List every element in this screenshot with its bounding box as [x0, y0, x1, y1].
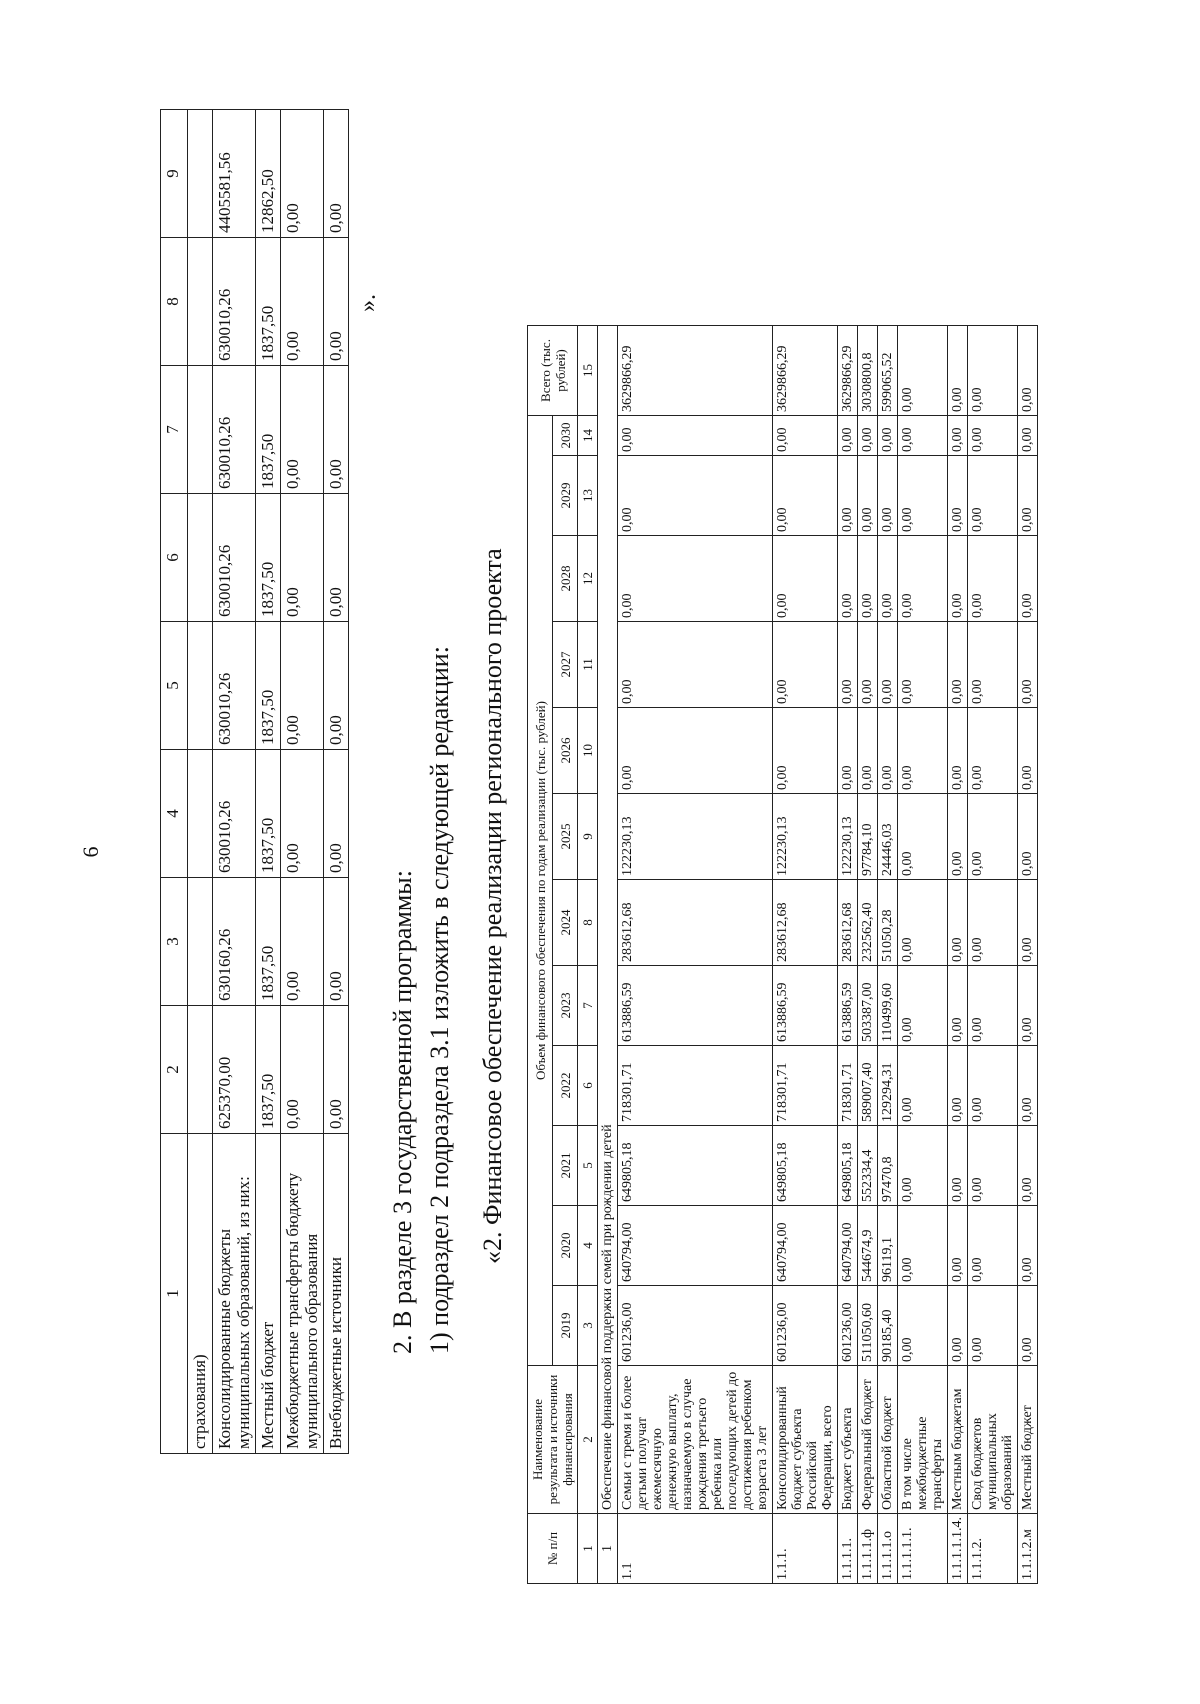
table-cell: 24446,03: [878, 794, 898, 880]
table-header-row: [161, 110, 188, 1454]
table-cell: 0,00: [281, 1006, 324, 1134]
table-cell: 625370,00: [213, 1006, 256, 1134]
table-cell: 0,00: [838, 622, 858, 708]
table-cell: 0,00: [773, 622, 838, 708]
table-cell: 3030800,8: [858, 326, 878, 416]
table-cell: 122230,13: [773, 794, 838, 880]
table-row: [1018, 326, 1038, 1584]
row-label: Внебюджетные источники: [324, 1134, 349, 1454]
row-label: Консолидированные бюджеты муниципальных образований, из них:: [213, 1134, 256, 1454]
table-cell: 1837,50: [256, 622, 281, 750]
year-header: 2020: [553, 1206, 578, 1286]
year-header: 2023: [553, 966, 578, 1046]
row-name: В том числе межбюджетные трансферты: [898, 1366, 948, 1514]
table-cell: 0,00: [773, 536, 838, 622]
row-number: 1.1.1.2.: [968, 1514, 1018, 1584]
row-number: 1.1.1.1.1.4.: [948, 1514, 968, 1584]
table-cell: 0,00: [1018, 456, 1038, 536]
table-cell: 0,00: [618, 536, 773, 622]
table-cell: 3629866,29: [773, 326, 838, 416]
table-cell: 0,00: [281, 110, 324, 238]
table-cell: 3629866,29: [618, 326, 773, 416]
column-index: 5: [578, 1126, 598, 1206]
table-cell: 718301,71: [618, 1046, 773, 1126]
table-cell: 0,00: [898, 1126, 948, 1206]
table-cell: 613886,59: [773, 966, 838, 1046]
table-cell: 0,00: [281, 494, 324, 622]
financing-table: [527, 325, 1038, 1584]
table-cell: 0,00: [898, 1286, 948, 1366]
table-cell: 503387,00: [858, 966, 878, 1046]
table-cell: 0,00: [898, 966, 948, 1046]
column-index: 10: [578, 708, 598, 794]
table-cell: 0,00: [968, 536, 1018, 622]
column-index-row: [578, 326, 598, 1584]
table-cell: 1837,50: [256, 366, 281, 494]
column-header: 6: [161, 494, 188, 622]
table-cell: 0,00: [968, 326, 1018, 416]
row-name: Семьи с тремя и более детьми получат ежемесячную денежную выплату, назначаемую в случае рождения третьего ребенка или последующих детей до достижения ребенком возраста 3 лет: [618, 1366, 773, 1514]
table-row: [898, 326, 948, 1584]
table-cell: 630010,26: [213, 494, 256, 622]
table-cell: 283612,68: [773, 880, 838, 966]
section-num: 1: [598, 1514, 618, 1584]
table-cell: 0,00: [968, 880, 1018, 966]
table-cell: 511050,60: [858, 1286, 878, 1366]
table-row: [878, 326, 898, 1584]
table-cell: 630010,26: [213, 750, 256, 878]
table-cell: 0,00: [948, 536, 968, 622]
table-cell: 232562,40: [858, 880, 878, 966]
section-row: [598, 326, 618, 1584]
year-header: 2025: [553, 794, 578, 880]
table-cell: 0,00: [968, 1046, 1018, 1126]
table-cell: 0,00: [618, 456, 773, 536]
table-cell: 0,00: [324, 494, 349, 622]
table-cell: 0,00: [948, 966, 968, 1046]
table-cell: 0,00: [281, 750, 324, 878]
section-title: Обеспечение финансовой поддержки семей при рождении детей: [598, 326, 618, 1514]
table-cell: 0,00: [878, 416, 898, 456]
column-index: 2: [578, 1366, 598, 1514]
table-cell: 0,00: [838, 416, 858, 456]
table-cell: 718301,71: [838, 1046, 858, 1126]
table-cell: 110499,60: [878, 966, 898, 1046]
table-cell: 0,00: [898, 536, 948, 622]
year-header: 2027: [553, 622, 578, 708]
column-index: 11: [578, 622, 598, 708]
table-cell: 0,00: [324, 1006, 349, 1134]
table-cell: 0,00: [968, 966, 1018, 1046]
row-number: 1.1: [618, 1514, 773, 1584]
table-cell: 0,00: [858, 456, 878, 536]
table-row: [618, 326, 773, 1584]
table-row: [256, 110, 281, 1454]
section-heading: «2. Финансовое обеспечение реализации регионального проекта: [478, 548, 507, 1264]
table-cell: 640794,00: [618, 1206, 773, 1286]
table-row: [188, 110, 213, 1454]
table-cell: 0,00: [1018, 880, 1038, 966]
column-header: 5: [161, 622, 188, 750]
table-cell: 1837,50: [256, 878, 281, 1006]
row-label: Местный бюджет: [256, 1134, 281, 1454]
table-cell: 0,00: [838, 536, 858, 622]
year-header: 2029: [553, 456, 578, 536]
table-cell: 630160,26: [213, 878, 256, 1006]
column-index: 7: [578, 966, 598, 1046]
table-cell: 283612,68: [618, 880, 773, 966]
table-cell: 599065,52: [878, 326, 898, 416]
table-cell: 0,00: [618, 708, 773, 794]
table-cell: 0,00: [773, 416, 838, 456]
row-label: Межбюджетные трансферты бюджету муниципального образования: [281, 1134, 324, 1454]
page-number: 6: [78, 846, 103, 858]
table-cell: 0,00: [1018, 416, 1038, 456]
table-cell: 0,00: [968, 1286, 1018, 1366]
table-cell: 0,00: [948, 880, 968, 966]
table-cell: 0,00: [948, 622, 968, 708]
row-name: Свод бюджетов муниципальных образований: [968, 1366, 1018, 1514]
table-cell: 0,00: [281, 238, 324, 366]
column-index: 13: [578, 456, 598, 536]
table-cell: 649805,18: [618, 1126, 773, 1206]
table-cell: 0,00: [838, 708, 858, 794]
table-cell: 0,00: [948, 1046, 968, 1126]
table-cell: 0,00: [1018, 794, 1038, 880]
table-cell: 0,00: [281, 622, 324, 750]
table-row: [948, 326, 968, 1584]
row-number: 1.1.1.: [773, 1514, 838, 1584]
column-index: 8: [578, 880, 598, 966]
column-header: 1: [161, 1134, 188, 1454]
table-cell: 0,00: [1018, 1206, 1038, 1286]
table-cell: [188, 110, 213, 238]
table-cell: 0,00: [898, 326, 948, 416]
year-header: 2028: [553, 536, 578, 622]
column-index: 1: [578, 1514, 598, 1584]
table-cell: 0,00: [898, 416, 948, 456]
section-line-1: 2. В разделе 3 государственной программы:: [388, 870, 417, 1354]
table-cell: 601236,00: [838, 1286, 858, 1366]
table-cell: 0,00: [324, 878, 349, 1006]
year-header: 2019: [553, 1286, 578, 1366]
row-name: Консолидированный бюджет субъекта Российской Федерации, всего: [773, 1366, 838, 1514]
table-cell: 0,00: [324, 750, 349, 878]
row-number: 1.1.1.2.м: [1018, 1514, 1038, 1584]
table-cell: 0,00: [281, 366, 324, 494]
header-total: Всего (тыс. рублей): [528, 326, 578, 416]
table-cell: 589007,40: [858, 1046, 878, 1126]
column-index: 9: [578, 794, 598, 880]
table-cell: 0,00: [773, 456, 838, 536]
table-cell: 0,00: [948, 794, 968, 880]
row-number: 1.1.1.1.о: [878, 1514, 898, 1584]
header-volume: Объем финансового обеспечения по годам реализации (тыс. рублей): [528, 416, 553, 1366]
table-cell: 0,00: [948, 326, 968, 416]
table-cell: 0,00: [968, 456, 1018, 536]
table-cell: 0,00: [1018, 1286, 1038, 1366]
column-index: 12: [578, 536, 598, 622]
table-cell: 51050,28: [878, 880, 898, 966]
table-cell: 90185,40: [878, 1286, 898, 1366]
column-header: 9: [161, 110, 188, 238]
table-cell: 0,00: [948, 416, 968, 456]
table-row: [968, 326, 1018, 1584]
table-cell: 0,00: [324, 622, 349, 750]
table-cell: 0,00: [968, 1206, 1018, 1286]
table-cell: 4405581,56: [213, 110, 256, 238]
row-name: Областной бюджет: [878, 1366, 898, 1514]
table-cell: 630010,26: [213, 238, 256, 366]
table-cell: 1837,50: [256, 750, 281, 878]
table-cell: 0,00: [324, 110, 349, 238]
table-cell: 0,00: [898, 1046, 948, 1126]
table-cell: 1837,50: [256, 238, 281, 366]
table-cell: 0,00: [324, 366, 349, 494]
table-cell: 0,00: [858, 416, 878, 456]
continuation-table: [160, 109, 349, 1454]
year-header: 2030: [553, 416, 578, 456]
section-line-2: 1) подраздел 2 подраздела 3.1 изложить в следующей редакции:: [425, 646, 454, 1354]
table-cell: [188, 622, 213, 750]
table-cell: 0,00: [898, 794, 948, 880]
table-row: [838, 326, 858, 1584]
table-cell: 649805,18: [838, 1126, 858, 1206]
table-cell: 0,00: [1018, 708, 1038, 794]
row-label: страхования): [188, 1134, 213, 1454]
table-cell: 0,00: [618, 622, 773, 708]
table-cell: 0,00: [878, 708, 898, 794]
row-name: Местным бюджетам: [948, 1366, 968, 1514]
table-cell: 0,00: [968, 622, 1018, 708]
table-cell: [188, 366, 213, 494]
row-number: 1.1.1.1.ф: [858, 1514, 878, 1584]
table-cell: 0,00: [878, 622, 898, 708]
table-cell: 649805,18: [773, 1126, 838, 1206]
table-cell: 0,00: [281, 878, 324, 1006]
table-row: [213, 110, 256, 1454]
table-cell: 0,00: [968, 794, 1018, 880]
table-cell: 122230,13: [618, 794, 773, 880]
column-header: 4: [161, 750, 188, 878]
table-cell: 0,00: [898, 708, 948, 794]
table-cell: 0,00: [948, 1126, 968, 1206]
table-cell: [188, 750, 213, 878]
table-cell: 0,00: [324, 238, 349, 366]
year-header: 2021: [553, 1126, 578, 1206]
column-index: 15: [578, 326, 598, 416]
year-header: 2022: [553, 1046, 578, 1126]
table-cell: 0,00: [968, 1126, 1018, 1206]
table-row: [858, 326, 878, 1584]
table-cell: 129294,31: [878, 1046, 898, 1126]
table-cell: 0,00: [1018, 622, 1038, 708]
table-cell: 0,00: [1018, 966, 1038, 1046]
row-number: 1.1.1.1.1.: [898, 1514, 948, 1584]
column-index: 4: [578, 1206, 598, 1286]
table-cell: 12862,50: [256, 110, 281, 238]
table-cell: 0,00: [948, 1286, 968, 1366]
table-cell: 640794,00: [838, 1206, 858, 1286]
table-cell: 552334,4: [858, 1126, 878, 1206]
row-name: Бюджет субъекта: [838, 1366, 858, 1514]
table-cell: 0,00: [858, 708, 878, 794]
table-cell: 0,00: [1018, 1126, 1038, 1206]
table-cell: 0,00: [1018, 1046, 1038, 1126]
table-cell: 97470,8: [878, 1126, 898, 1206]
table-cell: 640794,00: [773, 1206, 838, 1286]
year-header: 2026: [553, 708, 578, 794]
table-cell: 0,00: [838, 456, 858, 536]
table-cell: 97784,10: [858, 794, 878, 880]
column-header: 8: [161, 238, 188, 366]
table-cell: 0,00: [858, 622, 878, 708]
table-cell: 0,00: [898, 880, 948, 966]
table-cell: 544674,9: [858, 1206, 878, 1286]
table-cell: 0,00: [948, 708, 968, 794]
table-cell: 0,00: [1018, 326, 1038, 416]
table-cell: 1837,50: [256, 494, 281, 622]
column-index: 3: [578, 1286, 598, 1366]
table-cell: 601236,00: [773, 1286, 838, 1366]
table-cell: [188, 238, 213, 366]
table-cell: 0,00: [878, 456, 898, 536]
table-cell: 0,00: [898, 622, 948, 708]
row-number: 1.1.1.1.: [838, 1514, 858, 1584]
table-cell: 0,00: [948, 1206, 968, 1286]
table-cell: 0,00: [773, 708, 838, 794]
table-cell: 122230,13: [838, 794, 858, 880]
column-index: 14: [578, 416, 598, 456]
table-cell: 718301,71: [773, 1046, 838, 1126]
table-cell: 0,00: [1018, 536, 1038, 622]
table-cell: 0,00: [858, 536, 878, 622]
year-header: 2024: [553, 880, 578, 966]
table-cell: [188, 878, 213, 1006]
closing-quote: ».: [355, 294, 381, 312]
table-cell: 0,00: [898, 1206, 948, 1286]
table-cell: 613886,59: [618, 966, 773, 1046]
table-row: [324, 110, 349, 1454]
table-cell: 0,00: [968, 708, 1018, 794]
table-cell: 630010,26: [213, 366, 256, 494]
table-cell: 630010,26: [213, 622, 256, 750]
column-header: 2: [161, 1006, 188, 1134]
table-cell: 3629866,29: [838, 326, 858, 416]
table-cell: 613886,59: [838, 966, 858, 1046]
table-cell: 601236,00: [618, 1286, 773, 1366]
column-header: 3: [161, 878, 188, 1006]
table-row: [773, 326, 838, 1584]
table-cell: 283612,68: [838, 880, 858, 966]
table-cell: 1837,50: [256, 1006, 281, 1134]
table-cell: 0,00: [968, 416, 1018, 456]
column-index: 6: [578, 1046, 598, 1126]
table-row: [281, 110, 324, 1454]
table-cell: 0,00: [948, 456, 968, 536]
column-header: 7: [161, 366, 188, 494]
row-name: Федеральный бюджет: [858, 1366, 878, 1514]
table-cell: 96119,1: [878, 1206, 898, 1286]
table-cell: [188, 494, 213, 622]
table-cell: 0,00: [618, 416, 773, 456]
table-cell: [188, 1006, 213, 1134]
table-cell: 0,00: [898, 456, 948, 536]
header-name: Наименование результата и источники финансирования: [528, 1366, 578, 1514]
table-cell: 0,00: [878, 536, 898, 622]
header-num: № п/п: [528, 1514, 578, 1584]
row-name: Местный бюджет: [1018, 1366, 1038, 1514]
